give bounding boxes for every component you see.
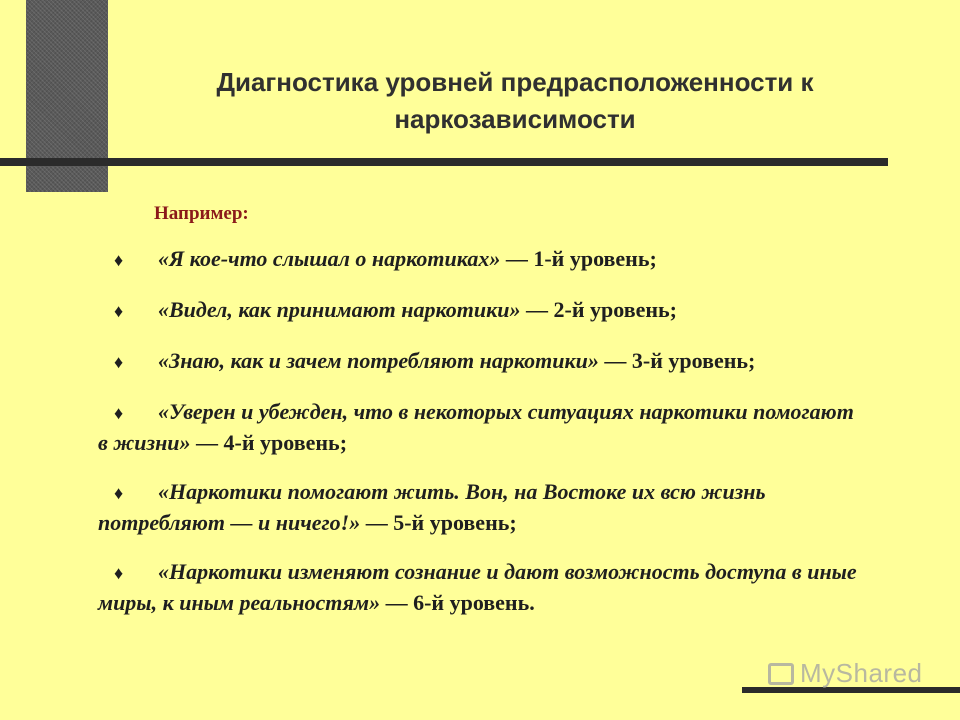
list-item <box>98 477 858 537</box>
example-label: Например: <box>154 203 249 224</box>
list-item <box>98 295 858 326</box>
slide-title: Диагностика уровней предрасположенности к наркозависимости <box>216 67 814 134</box>
item-quote: «Наркотики изменяют сознание и дают возможность доступа в иные миры, к иным реальностям» <box>98 559 857 615</box>
item-level: — 2-й уровень; <box>520 297 677 322</box>
diamond-bullet-icon: ♦ <box>114 403 124 423</box>
list-item <box>98 397 858 457</box>
item-level: — 5-й уровень; <box>360 510 517 535</box>
item-quote: «Видел, как принимают наркотики» <box>158 297 521 322</box>
diamond-bullet-icon: ♦ <box>114 352 124 372</box>
decorative-divider <box>0 158 888 166</box>
diamond-bullet-icon: ♦ <box>114 301 124 321</box>
level-list <box>98 244 858 637</box>
item-quote: «Наркотики помогают жить. Вон, на Востоке их всю жизнь потребляют — и ничего!» <box>98 479 766 535</box>
item-level: — 4-й уровень; <box>190 430 348 455</box>
item-quote: «Уверен и убежден, что в некоторых ситуациях наркотики помогают в жизни» <box>98 399 854 455</box>
watermark <box>768 658 923 689</box>
item-level: — 6-й уровень. <box>380 590 535 615</box>
list-item <box>98 346 858 377</box>
list-item <box>98 557 858 617</box>
diamond-bullet-icon: ♦ <box>114 483 124 503</box>
item-level: — 3-й уровень; <box>598 348 756 373</box>
item-quote: «Я кое-что слышал о наркотиках» <box>158 246 501 271</box>
list-item <box>98 244 858 275</box>
myshared-logo-icon <box>768 663 794 685</box>
watermark-text: MyShared <box>800 658 923 688</box>
diamond-bullet-icon: ♦ <box>114 250 124 270</box>
item-quote: «Знаю, как и зачем потребляют наркотики» <box>158 348 599 373</box>
diamond-bullet-icon: ♦ <box>114 563 124 583</box>
item-level: — 1-й уровень; <box>500 246 657 271</box>
